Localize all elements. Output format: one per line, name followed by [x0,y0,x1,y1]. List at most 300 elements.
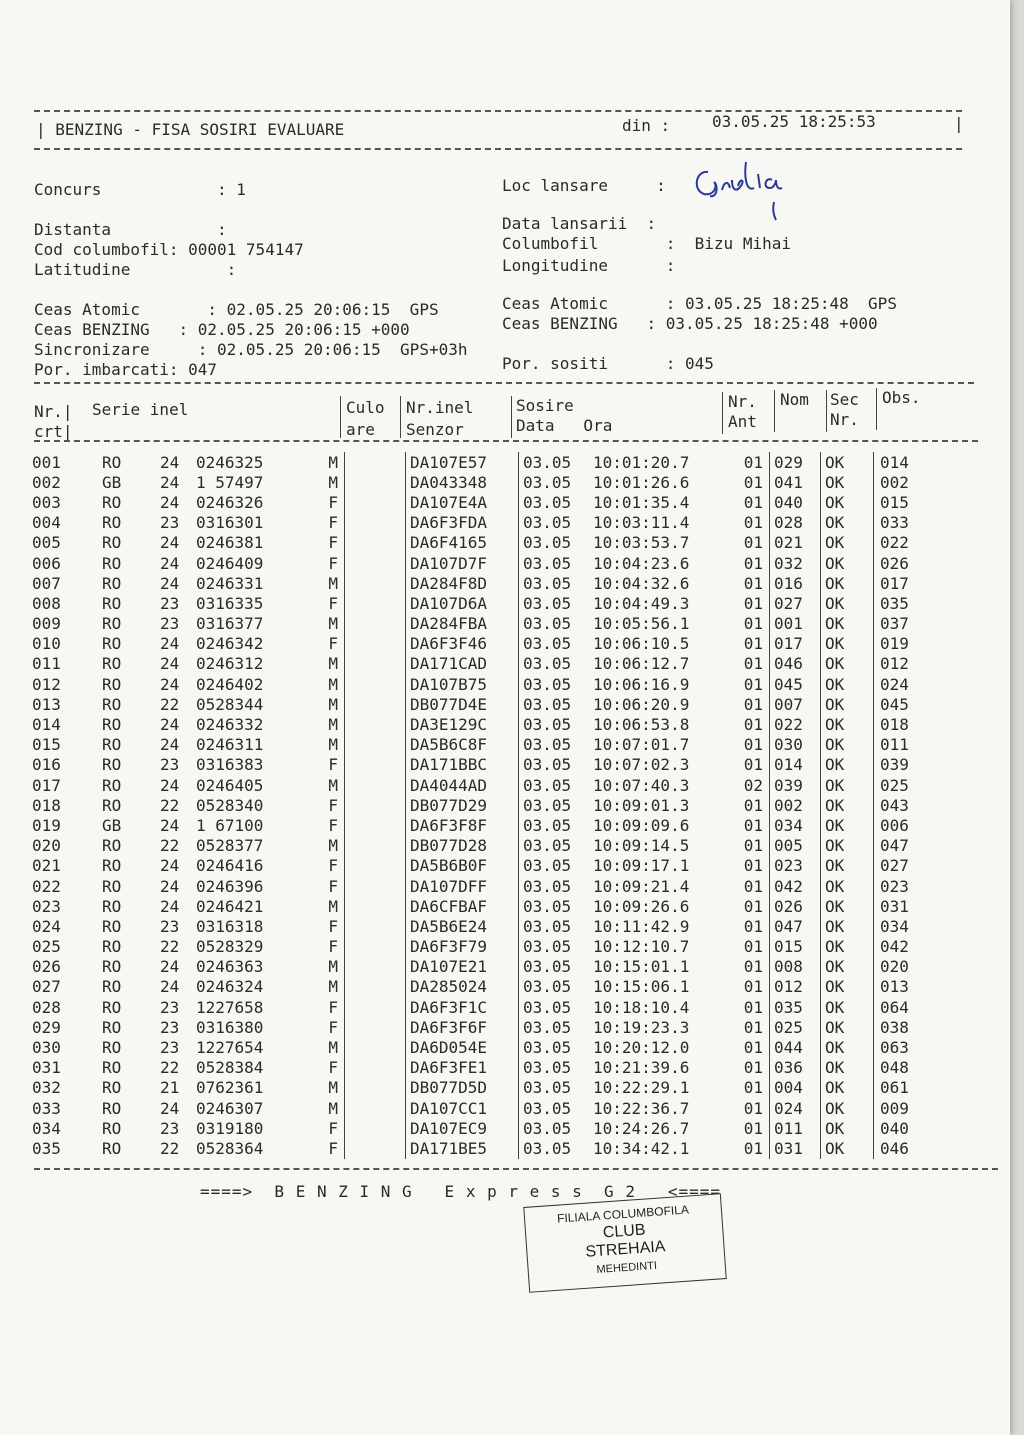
col-divider [826,390,827,432]
row-ant: 01 [743,654,763,674]
row-sensor: DA171BE5 [406,1138,519,1158]
row-ring: 1 57497 [196,472,264,492]
row-year: 24 [160,472,180,492]
row-nom: 042 [770,876,821,896]
row-date: 03.05 [523,937,572,957]
row-country: RO [102,513,122,533]
row-obs: 014 [880,452,909,472]
row-sec: OK [821,1138,874,1158]
row-sensor: DA171CAD [406,654,519,674]
row-ring: 0246312 [196,654,264,674]
row-obs: 033 [880,513,909,533]
row-sec: OK [821,957,874,977]
row-sec: OK [821,1058,874,1078]
row-nom: 034 [770,815,821,835]
row-year: 23 [160,997,180,1017]
row-sec: OK [821,513,874,533]
row-time: 10:34:42.1 [593,1138,690,1158]
row-obs: 017 [880,573,909,593]
row-country: RO [102,876,122,896]
table-row [32,755,950,775]
row-time: 10:24:26.7 [593,1118,690,1138]
row-sec: OK [821,1017,874,1037]
row-obs: 012 [880,654,909,674]
row-nom: 031 [770,1138,821,1158]
row-ring: 0316383 [196,755,264,775]
row-nr: 012 [32,674,61,694]
row-nr: 023 [32,896,61,916]
row-ring: 0246332 [196,715,264,735]
row-time: 10:06:16.9 [593,674,690,694]
row-year: 22 [160,694,180,714]
row-date: 03.05 [523,553,572,573]
col-nr: Nr.| [34,402,73,421]
row-ant: 01 [743,614,763,634]
row-ring: 0246421 [196,896,264,916]
row-obs: 022 [880,533,909,553]
row-sec: OK [821,795,874,815]
row-nr: 005 [32,533,61,553]
row-sec: OK [821,876,874,896]
row-country: RO [102,1038,122,1058]
row-date: 03.05 [523,977,572,997]
row-sec: OK [821,775,874,795]
col-senzor: Senzor [406,420,464,439]
row-date: 03.05 [523,815,572,835]
row-country: RO [102,533,122,553]
row-year: 23 [160,513,180,533]
row-sec: OK [821,836,874,856]
row-color [345,492,406,512]
row-color [345,593,406,613]
row-ant: 01 [743,795,763,815]
row-date: 03.05 [523,916,572,936]
col-divider [876,388,877,430]
row-date: 03.05 [523,614,572,634]
row-color [345,513,406,533]
row-country: RO [102,795,122,815]
row-sex: M [304,775,345,795]
por-imbarcati-field: Por. imbarcati: 047 [34,360,218,379]
row-sec: OK [821,533,874,553]
row-ant: 01 [743,674,763,694]
table-row [32,1098,950,1118]
row-color [345,1138,406,1158]
row-date: 03.05 [523,957,572,977]
row-nom: 016 [770,573,821,593]
row-obs: 024 [880,674,909,694]
table-row [32,836,950,856]
row-sex: F [304,1058,345,1078]
row-time: 10:09:17.1 [593,856,690,876]
row-date: 03.05 [523,715,572,735]
row-obs: 035 [880,593,909,613]
row-sec: OK [821,1078,874,1098]
row-obs: 018 [880,715,909,735]
row-nom: 029 [770,452,821,472]
row-obs: 009 [880,1098,909,1118]
row-color [345,634,406,654]
row-sex: M [304,836,345,856]
col-sec-nr: Nr. [830,410,859,429]
table-row [32,492,950,512]
row-nr: 028 [32,997,61,1017]
row-ant: 01 [743,957,763,977]
row-nom: 001 [770,614,821,634]
row-nr: 021 [32,856,61,876]
stamp-line-3: STREHAIA [584,1238,666,1261]
row-nr: 033 [32,1098,61,1118]
row-nr: 019 [32,815,61,835]
latitudine-field: Latitudine : [34,260,237,279]
row-ring: 0246363 [196,957,264,977]
row-year: 23 [160,1038,180,1058]
row-color [345,573,406,593]
row-sex: F [304,795,345,815]
row-date: 03.05 [523,1058,572,1078]
col-serie-inel: Serie inel [92,400,189,419]
row-time: 10:03:53.7 [593,533,690,553]
row-sensor: DA5B6E24 [406,916,519,936]
row-ant: 01 [743,735,763,755]
row-country: RO [102,1138,122,1158]
row-sex: M [304,694,345,714]
row-ring: 0246405 [196,775,264,795]
row-date: 03.05 [523,1118,572,1138]
ceas-benzing-left: Ceas BENZING : 02.05.25 20:06:15 +000 [34,320,410,339]
row-sensor: DA043348 [406,472,519,492]
row-year: 24 [160,775,180,795]
row-nr: 032 [32,1078,61,1098]
row-sex: M [304,452,345,472]
row-color [345,472,406,492]
row-sensor: DA107CC1 [406,1098,519,1118]
row-ring: 0316380 [196,1017,264,1037]
row-color [345,856,406,876]
row-color [345,694,406,714]
row-nr: 034 [32,1118,61,1138]
row-year: 24 [160,553,180,573]
row-date: 03.05 [523,836,572,856]
row-color [345,815,406,835]
row-color [345,1017,406,1037]
row-color [345,1118,406,1138]
row-country: RO [102,856,122,876]
row-date: 03.05 [523,533,572,553]
row-time: 10:09:14.5 [593,836,690,856]
row-time: 10:15:06.1 [593,977,690,997]
row-ant: 01 [743,1017,763,1037]
row-ant: 01 [743,997,763,1017]
row-nom: 027 [770,593,821,613]
row-year: 23 [160,755,180,775]
row-ant: 01 [743,937,763,957]
table-row [32,977,950,997]
row-nr: 018 [32,795,61,815]
row-obs: 002 [880,472,909,492]
row-year: 24 [160,735,180,755]
row-year: 24 [160,452,180,472]
row-time: 10:09:09.6 [593,815,690,835]
row-date: 03.05 [523,896,572,916]
row-color [345,1078,406,1098]
club-stamp [523,1193,727,1293]
row-date: 03.05 [523,775,572,795]
row-sex: F [304,856,345,876]
row-time: 10:04:23.6 [593,553,690,573]
row-sensor: DA6CFBAF [406,896,519,916]
row-obs: 006 [880,815,909,835]
row-year: 24 [160,533,180,553]
row-sec: OK [821,654,874,674]
row-color [345,836,406,856]
longitudine-field: Longitudine : [502,256,676,275]
row-sec: OK [821,937,874,957]
row-time: 10:11:42.9 [593,916,690,936]
row-sec: OK [821,755,874,775]
stamp-line-2: CLUB [602,1221,647,1242]
row-time: 10:03:11.4 [593,513,690,533]
row-sec: OK [821,1118,874,1138]
row-ant: 01 [743,452,763,472]
row-nom: 035 [770,997,821,1017]
row-nr: 004 [32,513,61,533]
row-date: 03.05 [523,997,572,1017]
row-ant: 01 [743,856,763,876]
row-time: 10:22:36.7 [593,1098,690,1118]
row-sex: F [304,876,345,896]
table-row [32,1138,950,1158]
row-obs: 043 [880,795,909,815]
row-nom: 022 [770,714,821,734]
din-label: din : [622,116,671,135]
table-row [32,694,950,714]
row-obs: 020 [880,957,909,977]
row-obs: 042 [880,937,909,957]
row-nr: 015 [32,735,61,755]
row-date: 03.05 [523,856,572,876]
row-date: 03.05 [523,654,572,674]
row-ring: 0316377 [196,614,264,634]
row-ant: 01 [743,1118,763,1138]
row-color [345,654,406,674]
row-sex: M [304,896,345,916]
row-ant: 01 [743,593,763,613]
row-time: 10:09:21.4 [593,876,690,896]
row-year: 24 [160,492,180,512]
row-nr: 003 [32,492,61,512]
stamp-line-1: FILIALA COLUMBOFILA [556,1202,690,1226]
row-sensor: DA107E21 [406,957,519,977]
row-sex: F [304,1017,345,1037]
row-time: 10:01:35.4 [593,492,690,512]
row-ant: 01 [743,896,763,916]
row-ring: 0246396 [196,876,264,896]
row-sex: M [304,957,345,977]
row-sensor: DA3E129C [406,714,519,734]
row-sensor: DA6F3F46 [406,634,519,654]
row-nom: 036 [770,1058,821,1078]
row-sensor: DB077D29 [406,795,519,815]
row-sex: F [304,1138,345,1158]
table-row [32,1058,950,1078]
row-ant: 01 [743,634,763,654]
row-obs: 026 [880,553,909,573]
row-date: 03.05 [523,573,572,593]
row-nom: 032 [770,553,821,573]
row-country: RO [102,654,122,674]
row-year: 24 [160,977,180,997]
row-nom: 005 [770,836,821,856]
row-color [345,795,406,815]
row-nom: 011 [770,1118,821,1138]
row-year: 24 [160,815,180,835]
sincronizare-field: Sincronizare : 02.05.25 20:06:15 GPS+03h [34,340,468,359]
row-date: 03.05 [523,593,572,613]
row-sensor: DA285024 [406,977,519,997]
row-ant: 01 [743,876,763,896]
row-nr: 006 [32,553,61,573]
row-ant: 01 [743,916,763,936]
row-color [345,674,406,694]
row-nr: 002 [32,472,61,492]
row-time: 10:01:26.6 [593,472,690,492]
row-sec: OK [821,916,874,936]
row-ant: 01 [743,553,763,573]
row-color [345,1098,406,1118]
row-year: 22 [160,1058,180,1078]
table-row [32,876,950,896]
col-divider [511,396,512,438]
row-sensor: DA6F3FE1 [406,1058,519,1078]
row-sensor: DA171BBC [406,755,519,775]
row-ring: 0246381 [196,533,264,553]
row-year: 23 [160,614,180,634]
data-lansarii-field: Data lansarii : [502,214,657,233]
row-ring: 0762361 [196,1078,264,1098]
row-time: 10:07:40.3 [593,775,690,795]
row-ring: 0246307 [196,1098,264,1118]
row-obs: 039 [880,755,909,775]
row-year: 22 [160,1138,180,1158]
row-nom: 044 [770,1037,821,1057]
row-sex: F [304,553,345,573]
row-time: 10:06:20.9 [593,694,690,714]
row-obs: 063 [880,1038,909,1058]
row-year: 24 [160,896,180,916]
row-sensor: DA107DFF [406,876,519,896]
distanta-field: Distanta : [34,220,227,239]
benzing-express-footer: ====> B E N Z I N G E x p r e s s G 2 <==== [200,1182,722,1201]
row-year: 24 [160,1098,180,1118]
row-country: RO [102,593,122,613]
row-ant: 01 [743,977,763,997]
row-country: RO [102,715,122,735]
row-date: 03.05 [523,492,572,512]
row-ant: 01 [743,836,763,856]
col-sosire: Sosire [516,396,574,415]
row-time: 10:06:12.7 [593,654,690,674]
row-nom: 007 [770,694,821,714]
dashed-rule [34,382,974,384]
col-nom: Nom [780,390,809,409]
dashed-rule [34,440,978,442]
row-year: 22 [160,795,180,815]
row-sex: M [304,472,345,492]
row-color [345,775,406,795]
row-date: 03.05 [523,452,572,472]
row-obs: 023 [880,876,909,896]
row-ring: 0528329 [196,937,264,957]
row-nr: 024 [32,916,61,936]
row-country: RO [102,977,122,997]
row-sensor: DA107EC9 [406,1118,519,1138]
row-ring: 1227654 [196,1038,264,1058]
row-country: RO [102,1017,122,1037]
row-sec: OK [821,573,874,593]
row-sensor: DA6F3F6F [406,1017,519,1037]
row-ring: 0246311 [196,735,264,755]
row-nom: 014 [770,755,821,775]
row-sex: F [304,634,345,654]
row-sensor: DA5B6C8F [406,735,519,755]
col-obs: Obs. [882,388,921,407]
report-datetime: 03.05.25 18:25:53 [712,112,876,131]
row-year: 21 [160,1078,180,1098]
row-ant: 01 [743,533,763,553]
row-obs: 048 [880,1058,909,1078]
por-sositi-field: Por. sositi : 045 [502,354,714,373]
row-sex: M [304,977,345,997]
row-sex: F [304,513,345,533]
row-sex: F [304,916,345,936]
row-ring: 0316318 [196,916,264,936]
col-divider [722,392,723,434]
row-date: 03.05 [523,876,572,896]
row-sensor: DA6D054E [406,1037,519,1057]
row-ring: 0528344 [196,694,264,714]
row-obs: 040 [880,1118,909,1138]
row-country: RO [102,755,122,775]
table-row [32,735,950,755]
col-data-ora: Data Ora [516,416,613,435]
row-color [345,714,406,734]
row-sex: M [304,654,345,674]
row-time: 10:04:32.6 [593,573,690,593]
row-obs: 064 [880,997,909,1017]
row-nom: 039 [770,775,821,795]
row-sensor: DA107E57 [406,452,519,472]
row-ant: 01 [743,1138,763,1158]
row-time: 10:15:01.1 [593,957,690,977]
row-sensor: DA6F3F79 [406,937,519,957]
row-nr: 031 [32,1058,61,1078]
row-ant: 01 [743,715,763,735]
col-divider [340,396,341,438]
row-nom: 026 [770,896,821,916]
row-nom: 047 [770,916,821,936]
row-sex: M [304,573,345,593]
ceas-benzing-right: Ceas BENZING : 03.05.25 18:25:48 +000 [502,314,878,333]
row-date: 03.05 [523,735,572,755]
row-year: 24 [160,573,180,593]
row-ant: 02 [743,775,763,795]
table-row [32,573,950,593]
row-country: GB [102,472,122,492]
row-sec: OK [821,977,874,997]
row-ring: 0528384 [196,1058,264,1078]
row-sec: OK [821,896,874,916]
